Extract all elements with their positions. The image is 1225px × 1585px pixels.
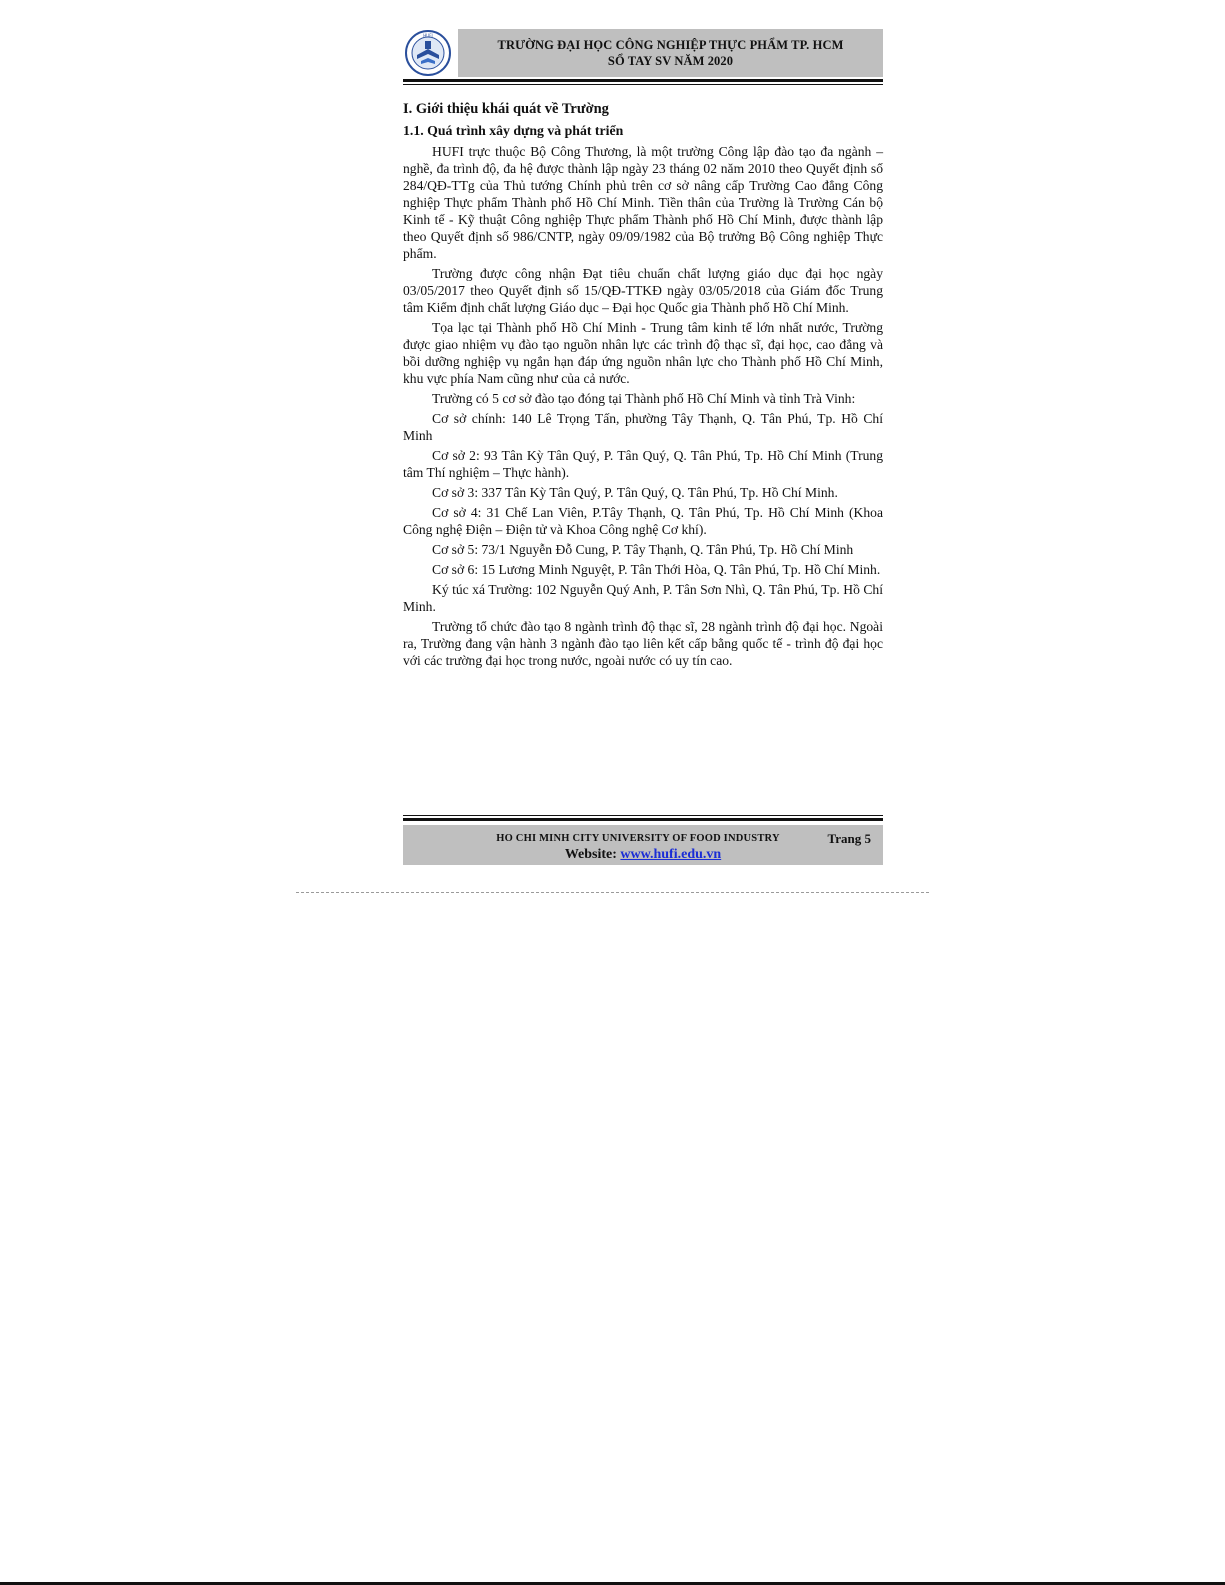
section-heading: I. Giới thiệu khái quát về Trường <box>403 101 609 117</box>
document-page <box>403 29 883 862</box>
paragraph: Trường có 5 cơ sở đào tạo đóng tại Thành phố Hồ Chí Minh và tỉnh Trà Vinh: <box>432 391 856 406</box>
paragraph: Cơ sở 3: 337 Tân Kỳ Tân Quý, P. Tân Quý, Q. Tân Phú, Tp. Hồ Chí Minh. <box>432 485 838 500</box>
header-line-2: SỔ TAY SV NĂM 2020 <box>607 54 734 68</box>
page-content <box>403 101 883 669</box>
footer-rule-thick <box>403 818 883 821</box>
subsection-heading: 1.1. Quá trình xây dựng và phát triển <box>403 123 624 138</box>
header-line-1: TRƯỜNG ĐẠI HỌC CÔNG NGHIỆP THỰC PHẨM TP. HCM <box>497 38 844 52</box>
page-number: Trang 5 <box>827 831 871 846</box>
page-header <box>403 29 883 77</box>
paragraph: Trường tổ chức đào tạo 8 ngành trình độ thạc sĩ, 28 ngành trình độ đại học. Ngoài ra, Trường đang vận hành 3 ngành đào tạo liên kết cấp bằng quốc tế - trình độ đại học với các trường đại học trong nước, ngoài nước có uy tín cao. <box>403 619 883 668</box>
svg-text:HUFI: HUFI <box>423 33 433 38</box>
footer-website <box>403 847 883 863</box>
paragraph: Cơ sở 5: 73/1 Nguyễn Đỗ Cung, P. Tây Thạnh, Q. Tân Phú, Tp. Hồ Chí Minh <box>432 542 854 557</box>
paragraph: Cơ sở 2: 93 Tân Kỳ Tân Quý, P. Tân Quý, Q. Tân Phú, Tp. Hồ Chí Minh (Trung tâm Thí nghiệm – Thực hành). <box>403 448 883 480</box>
website-label: Website: <box>564 847 617 862</box>
header-rule-thick <box>403 79 883 82</box>
paragraph: HUFI trực thuộc Bộ Công Thương, là một trường Công lập đào tạo đa ngành – nghề, đa trình độ, đa hệ được thành lập ngày 23 tháng 02 năm 2010 theo Quyết định số 284/QĐ-TTg của Thủ tướng Chính phủ trên cơ sở nâng cấp Trường Cao đẳng Công nghiệp Thực phẩm Thành phố Hồ Chí Minh. Tiền thân của Trường là Trường Cán bộ Kinh tế - Kỹ thuật Công nghiệp Thực phẩm Thành phố Hồ Chí Minh, được thành lập theo Quyết định số 986/CNTP, ngày 09/09/1982 của Bộ trưởng Bộ Công nghiệp Thực phẩm. <box>403 144 883 261</box>
paragraph: Trường được công nhận Đạt tiêu chuẩn chất lượng giáo dục đại học ngày 03/05/2017 theo Quyết định số 15/QĐ-TTKĐ ngày 03/05/2018 của Giám đốc Trung tâm Kiểm định chất lượng Giáo dục – Đại học Quốc gia Thành phố Hồ Chí Minh. <box>403 266 883 315</box>
page-footer <box>403 815 883 865</box>
footer-university: HO CHI MINH CITY UNIVERSITY OF FOOD INDUSTRY <box>496 833 780 844</box>
university-logo-icon <box>403 29 457 77</box>
paragraph: Cơ sở 6: 15 Lương Minh Nguyệt, P. Tân Thới Hòa, Q. Tân Phú, Tp. Hồ Chí Minh. <box>432 562 881 577</box>
paragraph: Cơ sở chính: 140 Lê Trọng Tấn, phường Tây Thạnh, Q. Tân Phú, Tp. Hồ Chí Minh <box>403 411 883 443</box>
website-link[interactable]: www.hufi.edu.vn <box>620 847 722 862</box>
header-rule-thin <box>403 84 883 85</box>
footer-band <box>403 825 883 865</box>
footer-rule-thin <box>403 815 883 816</box>
header-band <box>458 29 883 77</box>
page-separator <box>296 892 929 893</box>
paragraph: Tọa lạc tại Thành phố Hồ Chí Minh - Trung tâm kinh tế lớn nhất nước, Trường được giao nhiệm vụ đào tạo nguồn nhân lực các trình độ thạc sĩ, đại học, cao đẳng và bồi dưỡng nghiệp vụ ngắn hạn đáp ứng nguồn nhân lực cho Thành phố Hồ Chí Minh, khu vực phía Nam cũng như của cả nước. <box>403 320 883 386</box>
paragraph: Ký túc xá Trường: 102 Nguyễn Quý Anh, P. Tân Sơn Nhì, Q. Tân Phú, Tp. Hồ Chí Minh. <box>403 582 883 614</box>
paragraph: Cơ sở 4: 31 Chế Lan Viên, P.Tây Thạnh, Q. Tân Phú, Tp. Hồ Chí Minh (Khoa Công nghệ Điện – Điện tử và Khoa Công nghệ Cơ khí). <box>403 505 883 537</box>
